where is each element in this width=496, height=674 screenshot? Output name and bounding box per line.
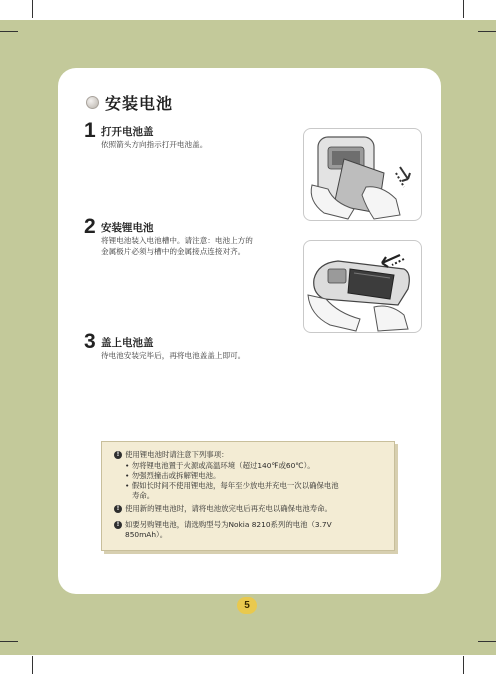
step-description <box>101 350 245 361</box>
crop-mark <box>463 656 464 674</box>
step-number: 3 <box>84 330 96 353</box>
note-text: 如要另购锂电池，请选购型号为Nokia 8210系列的电池（3.7V <box>125 520 332 529</box>
section-header <box>86 91 173 114</box>
page-number-badge: 5 <box>237 597 257 614</box>
note-text-continued: 850mAh）。 <box>125 530 168 539</box>
step-heading: 打开电池盖 <box>101 126 154 138</box>
step-heading: 安装锂电池 <box>101 222 154 234</box>
note-bullet: • 勿将锂电池置于火源或高温环境（超过140℉或60℃）。 <box>125 461 315 470</box>
step-heading: 盖上电池盖 <box>101 337 154 349</box>
step-description-line: 待电池安装完毕后，再将电池盖盖上即可。 <box>101 351 246 360</box>
step-number: 1 <box>84 119 96 142</box>
open-cover-illustration <box>303 128 422 221</box>
title-bullet-icon <box>86 96 99 109</box>
crop-mark <box>478 31 496 32</box>
note-text: 使用新的锂电池时，请将电池放完电后再充电以确保电池寿命。 <box>125 504 332 513</box>
warning-icon: ! <box>114 521 122 529</box>
note-bullet-continued: 寿命。 <box>132 491 155 500</box>
crop-mark <box>0 641 18 642</box>
phone-battery-image <box>304 241 421 332</box>
caution-notes-box <box>101 441 395 551</box>
crop-mark <box>0 31 18 32</box>
page-title: 安装电池 <box>105 94 174 113</box>
step-description-line: 将锂电池装入电池槽中。请注意：电池上方的 <box>101 236 253 245</box>
step-description-line: 依照箭头方向指示打开电池盖。 <box>101 140 208 149</box>
note-bullet: • 假如长时间不使用锂电池，每年至少放电并充电一次以确保电池 <box>125 481 339 490</box>
step-description-line: 金属极片必须与槽中的金属接点连接对齐。 <box>101 247 246 256</box>
note-bullet: • 勿强烈撞击或拆解锂电池。 <box>125 471 221 480</box>
phone-hand-image <box>304 129 421 220</box>
crop-mark <box>32 0 33 18</box>
crop-mark <box>32 656 33 674</box>
step-description <box>101 235 253 257</box>
warning-icon: ! <box>114 505 122 513</box>
crop-mark <box>478 641 496 642</box>
note-heading: 使用锂电池时请注意下列事项： <box>125 450 229 459</box>
step-number: 2 <box>84 215 96 238</box>
warning-icon: ! <box>114 451 122 459</box>
insert-battery-illustration <box>303 240 422 333</box>
step-description <box>101 139 207 150</box>
crop-mark <box>463 0 464 18</box>
